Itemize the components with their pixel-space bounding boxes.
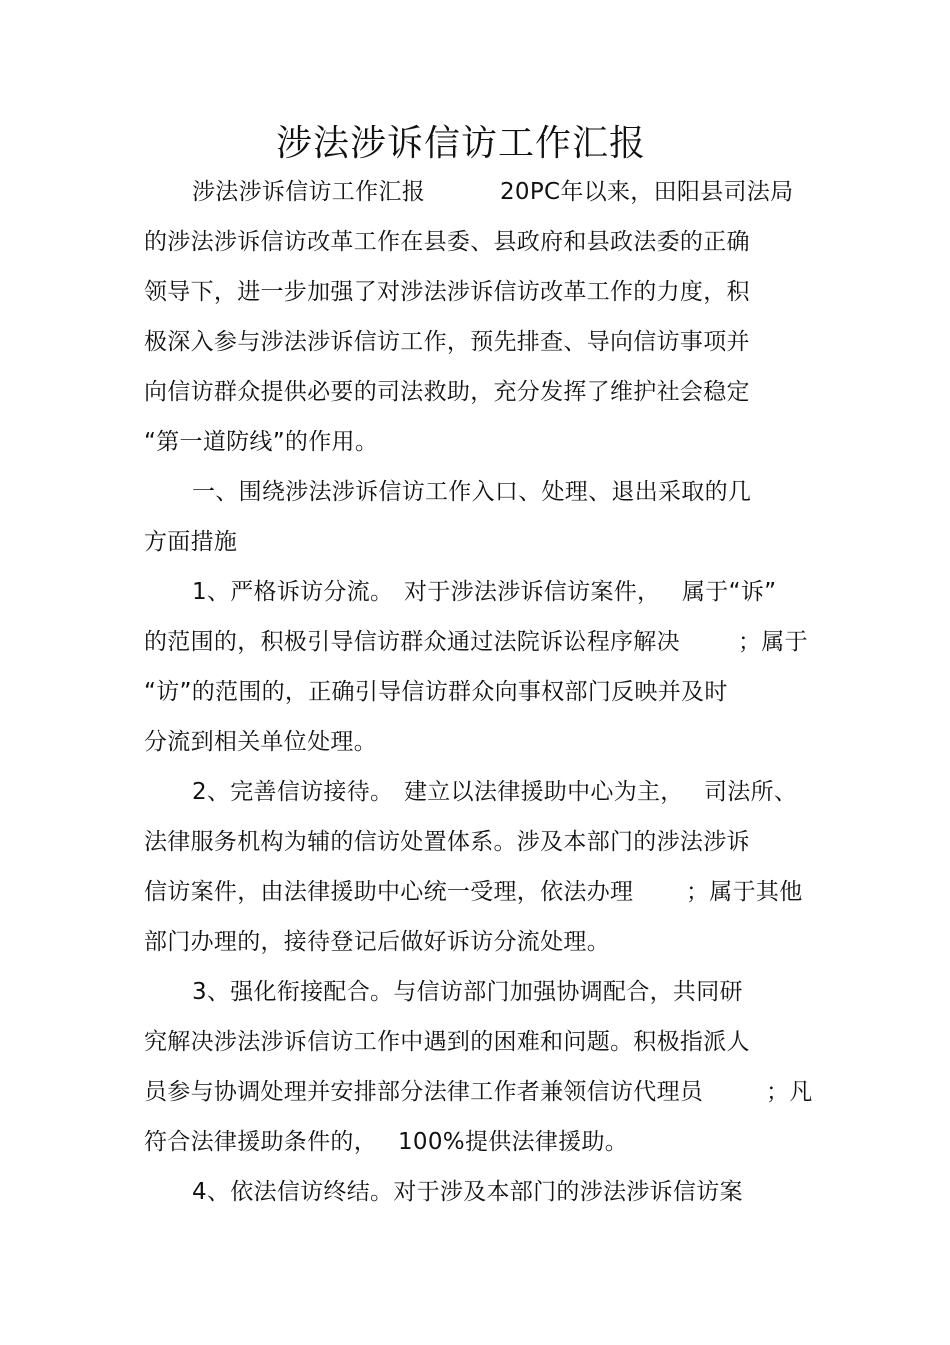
paragraph-line-5: 向信访群众提供必要的司法救助，充分发挥了维护社会稳定 (144, 379, 750, 405)
paragraph-line-4: 极深入参与涉法涉诉信访工作，预先排查、导向信访事项并 (144, 329, 750, 355)
item-4-line-1: 4、依法信访终结。对于涉及本部门的涉法涉诉信访案 (192, 1179, 743, 1205)
item-1-line-2-a: 的范围的，积极引导信访群众通过法院诉讼程序解决 (144, 629, 680, 655)
item-3-line-1: 3、强化衔接配合。与信访部门加强协调配合，共同研 (192, 979, 743, 1005)
item-1-heading: 1、严格诉访分流。 (192, 579, 394, 605)
section-heading-1: 一、围绕涉法涉诉信访工作入口、处理、退出采取的几 (192, 479, 752, 505)
item-2-heading: 2、完善信访接待。 (192, 779, 394, 805)
item-3-line-3-b: ；凡 (766, 1079, 813, 1105)
item-1-line-4: 分流到相关单位处理。 (144, 729, 377, 755)
item-3-line-4-b: 100%提供法律援助。 (398, 1129, 629, 1155)
item-2-line-4: 部门办理的，接待登记后做好诉访分流处理。 (144, 929, 610, 955)
section-heading-1-cont: 方面措施 (144, 529, 238, 555)
line-1-part-a: 涉法涉诉信访工作汇报 (192, 179, 425, 205)
item-2-line-3-a: 信访案件，由法律援助中心统一受理，依法办理 (144, 879, 634, 905)
item-3-line-3-a: 员参与协调处理并安排部分法律工作者兼领信访代理员 (144, 1079, 704, 1105)
paragraph-line-6: “第一道防线”的作用。 (144, 429, 379, 455)
item-1-text-a: 对于涉法涉诉信访案件， (404, 579, 661, 605)
item-3-line-2: 究解决涉法涉诉信访工作中遇到的困难和问题。积极指派人 (144, 1029, 750, 1055)
item-1-text-b: 属于“诉” (682, 579, 777, 605)
paragraph-line-3: 领导下，进一步加强了对涉法涉诉信访改革工作的力度，积 (144, 279, 750, 305)
item-2-line-3-b: ；属于其他 (686, 879, 803, 905)
item-2-text-b: 司法所、 (704, 779, 798, 805)
item-1-line-3: “访”的范围的，正确引导信访群众向事权部门反映并及时 (144, 679, 728, 705)
item-2-line-2: 法律服务机构为辅的信访处置体系。涉及本部门的涉法涉诉 (144, 829, 750, 855)
document-title: 涉法涉诉信访工作汇报 (275, 123, 646, 164)
item-1-line-2-b: ；属于 (738, 629, 808, 655)
item-2-text-a: 建立以法律援助中心为主， (404, 779, 684, 805)
line-1-part-b: 20PC年以来，田阳县司法局 (500, 179, 794, 205)
item-3-line-4-a: 符合法律援助条件的， (144, 1129, 377, 1155)
paragraph-line-2: 的涉法涉诉信访改革工作在县委、县政府和县政法委的正确 (144, 229, 750, 255)
